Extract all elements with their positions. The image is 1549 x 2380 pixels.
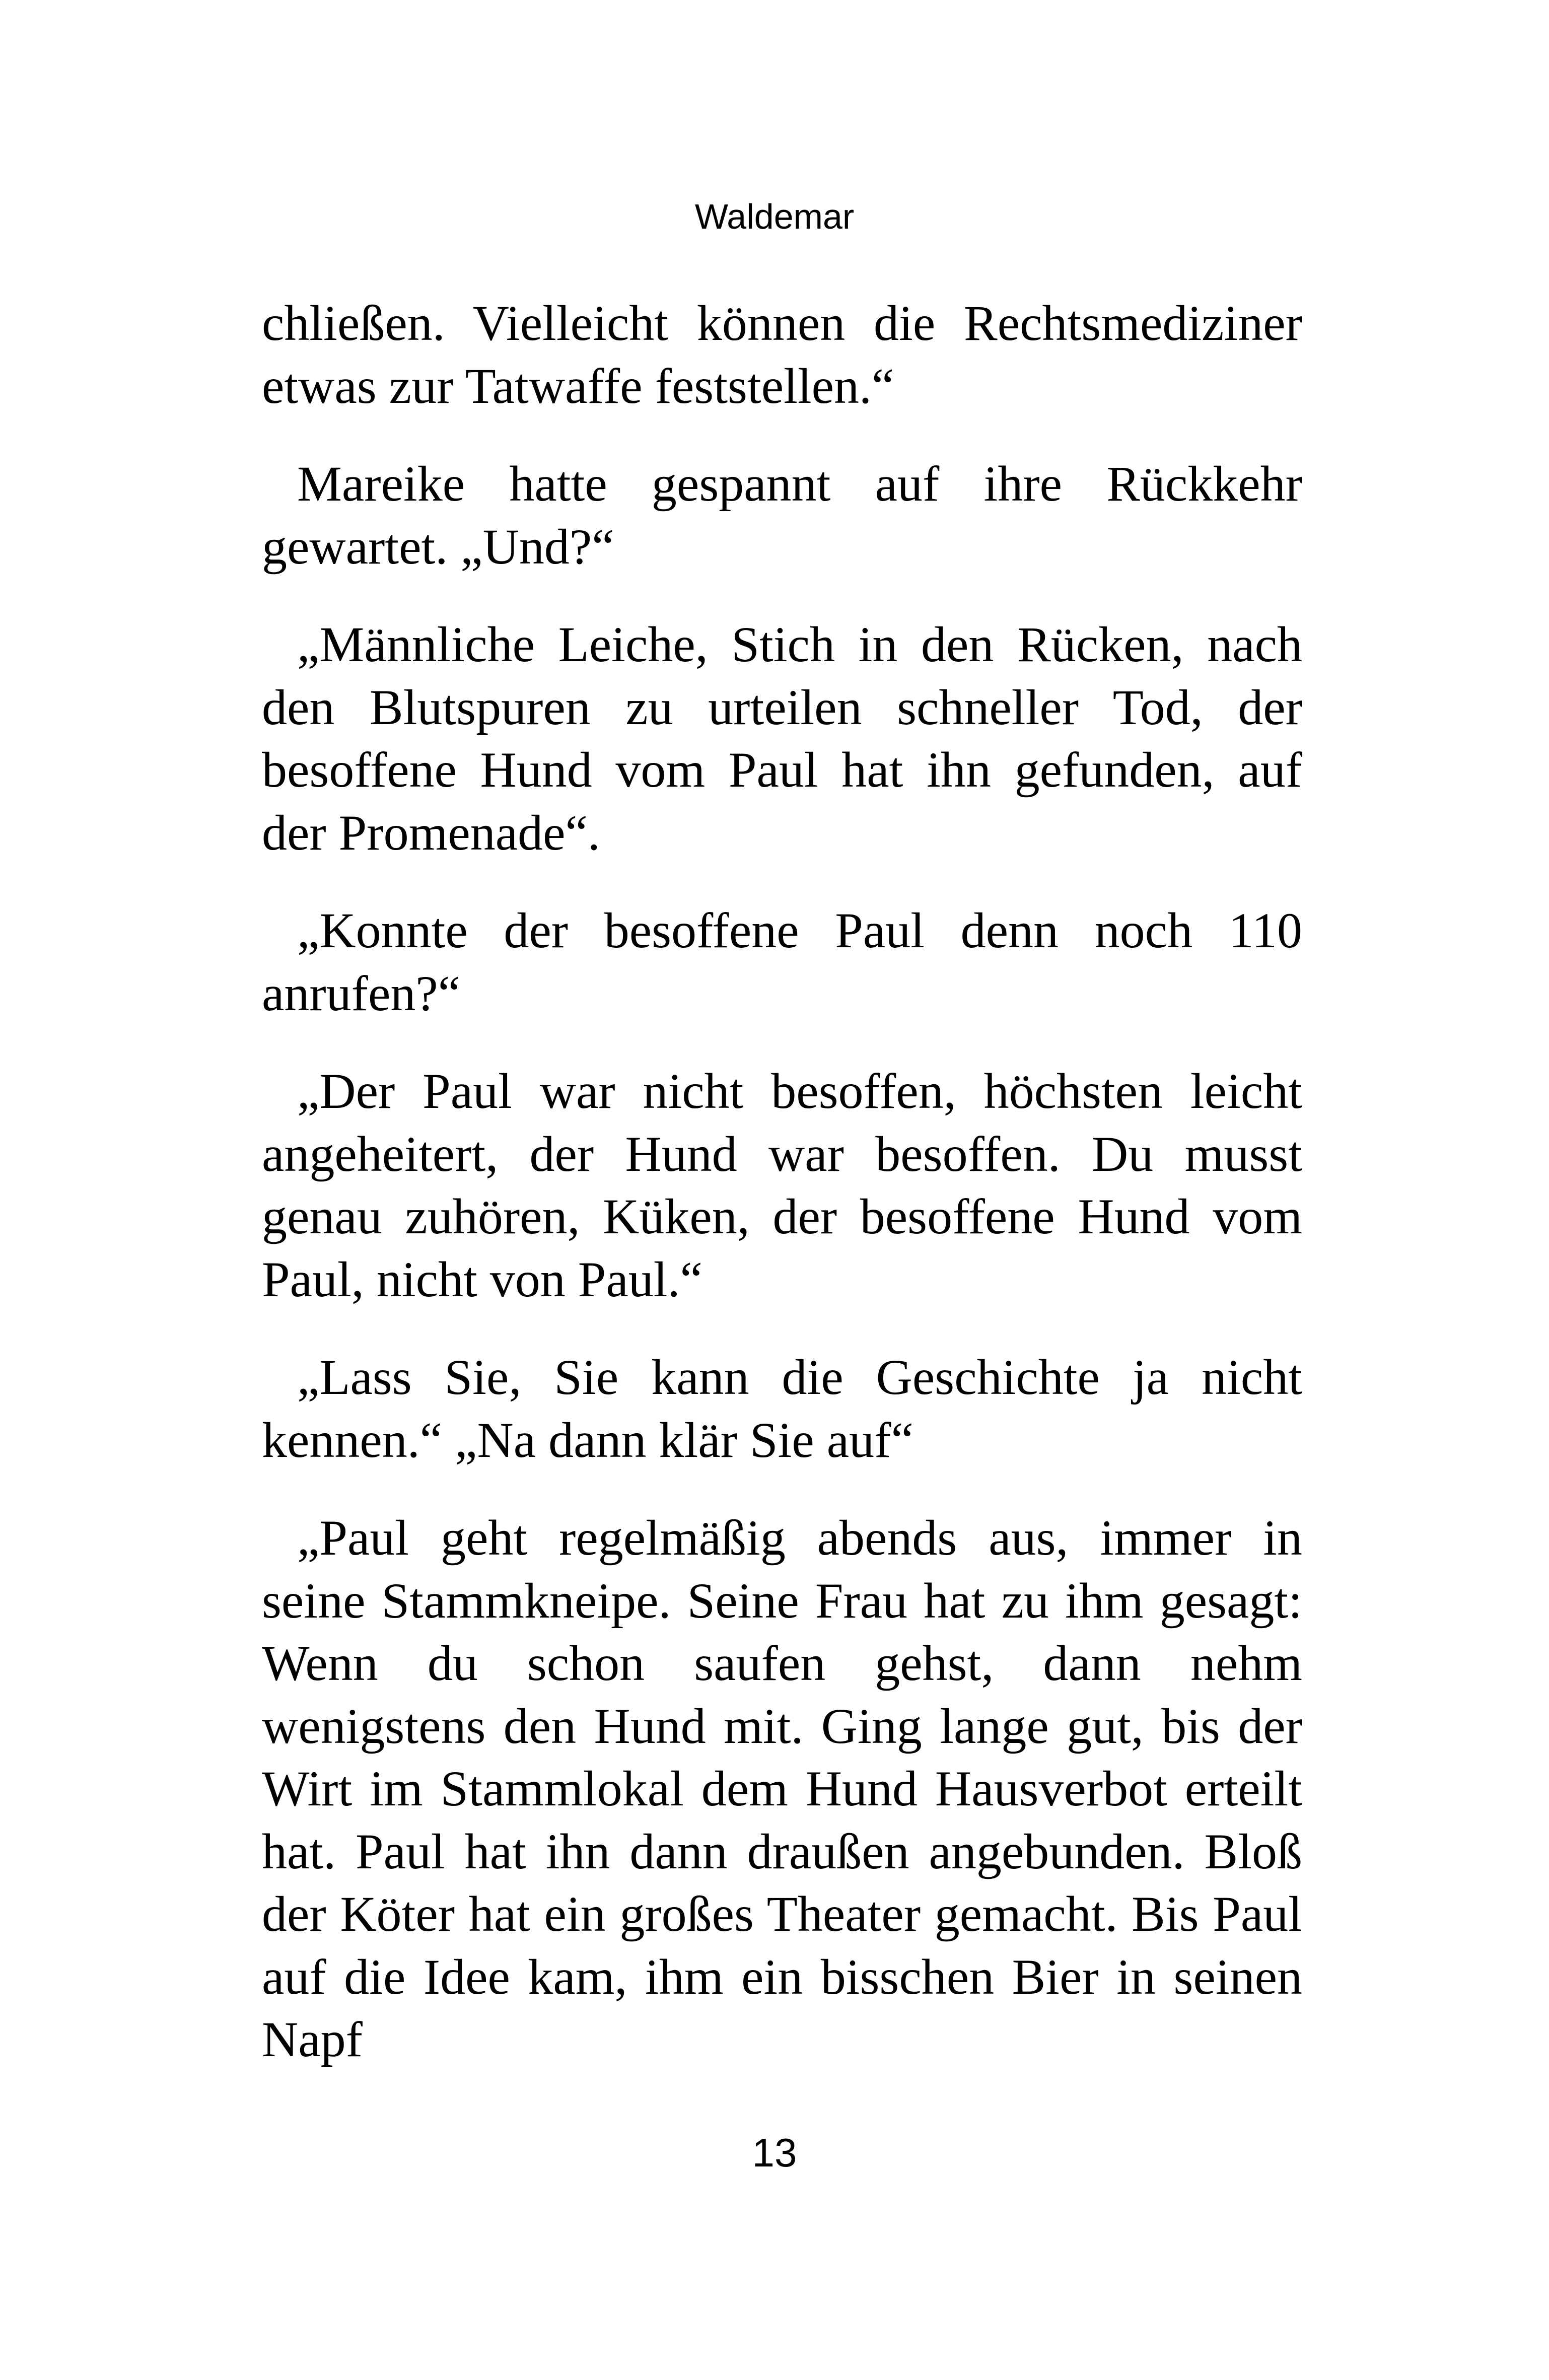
paragraph: Mareike hatte gespannt auf ihre Rückkehr gewartet. „Und?“ (262, 456, 1302, 575)
paragraph: „Konnte der besoffene Paul denn noch 110 anrufen?“ (262, 902, 1302, 1021)
page-number: 13 (752, 2130, 797, 2175)
body-text (262, 292, 1302, 2071)
paragraph: „Lass Sie, Sie kann die Geschichte ja nicht kennen.“ „Na dann klär Sie auf“ (262, 1349, 1302, 1468)
paragraph: „Paul geht regelmäßig abends aus, immer in seine Stammkneipe. Seine Frau hat zu ihm gesagt: Wenn du schon saufen gehst, dann nehm wenigstens den Hund mit. Ging lange gut, bis der Wirt im Stammlokal dem Hund Hausverbot erteilt hat. Paul hat ihn dann draußen angebunden. Bloß der Köter hat ein großes Theater gemacht. Bis Paul auf die Idee kam, ihm ein bisschen Bier in seinen Napf (262, 1510, 1302, 2067)
paragraph: chließen. Vielleicht können die Rechtsmediziner etwas zur Tatwaffe feststellen.“ (262, 295, 1302, 414)
running-header: Waldemar (694, 197, 855, 236)
paragraph: „Männliche Leiche, Stich in den Rücken, nach den Blutspuren zu urteilen schneller Tod, der besoffene Hund vom Paul hat ihn gefunden, auf der Promenade“. (262, 616, 1302, 861)
paragraph: „Der Paul war nicht besoffen, höchsten leicht angeheitert, der Hund war besoffen. Du musst genau zuhören, Küken, der besoffene Hund vom Paul, nicht von Paul.“ (262, 1063, 1302, 1307)
